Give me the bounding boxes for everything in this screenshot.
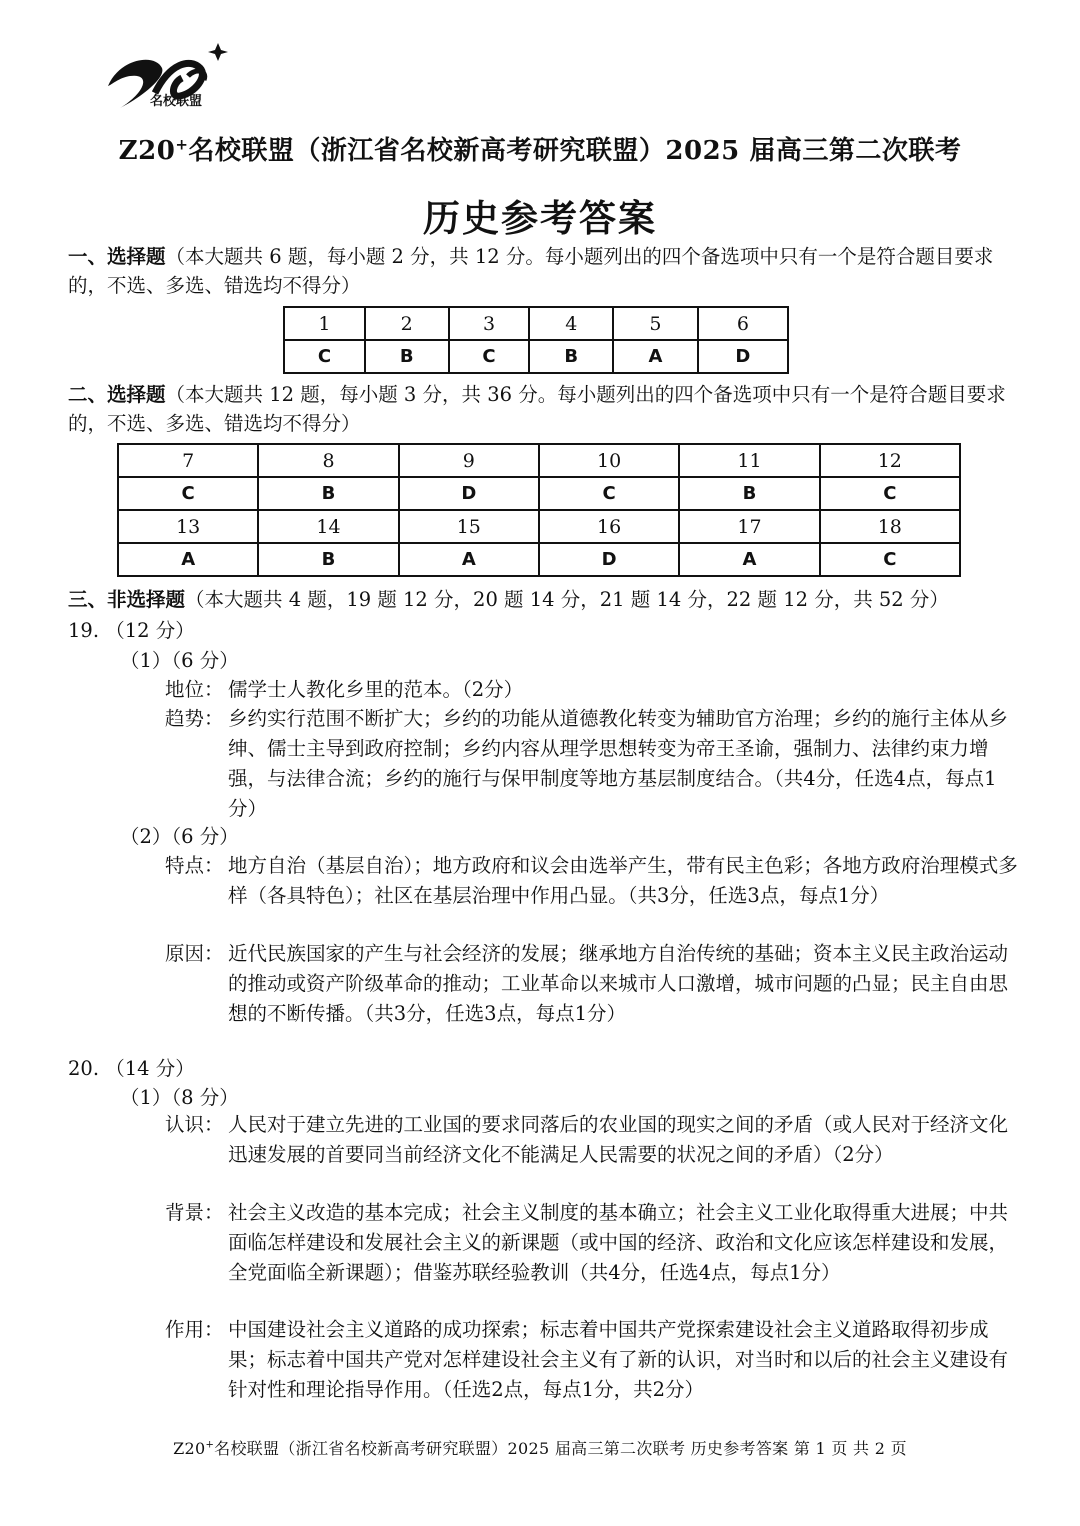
table-row (118, 543, 960, 576)
table-row (284, 307, 788, 340)
exam-header-title: Z20+名校联盟（浙江省名校新高考研究联盟）2025 届高三第二次联考 (118, 135, 962, 166)
answer-cell: C (820, 543, 960, 576)
q19-part2-title: （2）（6 分） (120, 825, 239, 848)
table-row (118, 444, 960, 477)
answer-cell: C (539, 477, 679, 510)
table-row (118, 477, 960, 510)
question-number: 14 (258, 510, 398, 543)
section2-answer-table (117, 443, 961, 577)
answer-cell: B (365, 340, 449, 373)
q20-label-effect: 作用： (165, 1318, 224, 1341)
q19-p1-label-position: 地位： (165, 678, 224, 701)
question-number: 9 (399, 444, 539, 477)
section2-intro: 二、选择题（本大题共 12 题，每小题 3 分，共 36 分。每小题列出的四个备选项中只有一个是符合题目要求的，不选、多选、错选均不得分） (68, 383, 1006, 435)
answer-cell: D (399, 477, 539, 510)
q19-p1-text-position: 儒学士人教化乡里的范本。（2分） (228, 678, 524, 701)
question-number: 18 (820, 510, 960, 543)
section1-intro: 一、选择题（本大题共 6 题，每小题 2 分，共 12 分。每小题列出的四个备选项中只有一个是符合题目要求的，不选、多选、错选均不得分） (68, 245, 994, 297)
question-number: 11 (679, 444, 819, 477)
q20-label-background: 背景： (165, 1201, 224, 1224)
answer-cell: D (698, 340, 788, 373)
question-number: 3 (449, 307, 530, 340)
question-number: 10 (539, 444, 679, 477)
question-number: 15 (399, 510, 539, 543)
q20-title: 20. （14 分） (68, 1057, 195, 1080)
answer-cell: B (679, 477, 819, 510)
question-number: 13 (118, 510, 258, 543)
question-number: 6 (698, 307, 788, 340)
question-number: 1 (284, 307, 365, 340)
question-number: 12 (820, 444, 960, 477)
q20-part1-title: （1）（8 分） (120, 1086, 239, 1109)
q20-text-effect: 中国建设社会主义道路的成功探索；标志着中国共产党探索建设社会主义道路取得初步成果；标志着中国共产党对怎样建设社会主义有了新的认识，对当时和以后的社会主义建设有针对性和理论指导作用。（任选2点，每点1分，共2分） (228, 1318, 1009, 1401)
answer-cell: A (613, 340, 698, 373)
q19-title: 19. （12 分） (68, 619, 195, 642)
question-number: 8 (258, 444, 398, 477)
answer-cell: D (539, 543, 679, 576)
answer-cell: C (449, 340, 530, 373)
section1-answer-table (283, 306, 789, 374)
answer-cell: C (820, 477, 960, 510)
section3-intro: 三、非选择题（本大题共 4 题，19 题 12 分，20 题 14 分，21 题 14 分，22 题 12 分，共 52 分） (68, 588, 949, 611)
q19-p1-label-trend: 趋势： (165, 707, 224, 730)
question-number: 2 (365, 307, 449, 340)
q19-p2-label-reasons: 原因： (165, 942, 224, 965)
question-number: 5 (613, 307, 698, 340)
q19-p2-label-features: 特点： (165, 854, 224, 877)
q19-p2-text-features: 地方自治（基层自治）；地方政府和议会由选举产生，带有民主色彩；各地方政府治理模式多样（各具特色）；社区在基层治理中作用凸显。（共3分，任选3点，每点1分） (228, 854, 1018, 907)
answer-cell: A (679, 543, 819, 576)
q20-text-understanding: 人民对于建立先进的工业国的要求同落后的农业国的现实之间的矛盾（或人民对于经济文化迅速发展的首要同当前经济文化不能满足人民需要的状况之间的矛盾）（2分） (228, 1113, 1009, 1166)
question-number: 7 (118, 444, 258, 477)
q19-part1-title: （1）（6 分） (120, 649, 239, 672)
question-number: 17 (679, 510, 819, 543)
answer-cell: A (118, 543, 258, 576)
q20-text-background: 社会主义改造的基本完成；社会主义制度的基本确立；社会主义工业化取得重大进展；中共面临怎样建设和发展社会主义的新课题（或中国的经济、政治和文化应该怎样建设和发展，全党面临全新课题）；借鉴苏联经验教训（共4分，任选4点，每点1分） (228, 1201, 1009, 1284)
question-number: 16 (539, 510, 679, 543)
question-number: 4 (529, 307, 613, 340)
answer-cell: B (529, 340, 613, 373)
page-title: 历史参考答案 (423, 196, 657, 240)
answer-cell: C (284, 340, 365, 373)
page-footer: Z20+名校联盟（浙江省名校新高考研究联盟）2025 届高三第二次联考 历史参考答案 第 1 页 共 2 页 (173, 1439, 907, 1458)
q19-p2-text-reasons: 近代民族国家的产生与社会经济的发展；继承地方自治传统的基础；资本主义民主政治运动的推动或资产阶级革命的推动；工业革命以来城市人口激增，城市问题的凸显；民主自由思想的不断传播。（共3分，任选3点，每点1分） (228, 942, 1009, 1025)
table-row (118, 510, 960, 543)
answer-cell: C (118, 477, 258, 510)
q19-p1-text-trend: 乡约实行范围不断扩大；乡约的功能从道德教化转变为辅助官方治理；乡约的施行主体从乡绅、儒士主导到政府控制；乡约内容从理学思想转变为帝王圣谕，强制力、法律约束力增强，与法律合流；乡约的施行与保甲制度等地方基层制度结合。（共4分，任选4点，每点1分） (228, 707, 1009, 820)
table-row (284, 340, 788, 373)
logo-text: 名校联盟 (150, 94, 203, 109)
answer-cell: B (258, 477, 398, 510)
answer-cell: B (258, 543, 398, 576)
answer-cell: A (399, 543, 539, 576)
q20-label-understanding: 认识： (165, 1113, 224, 1136)
